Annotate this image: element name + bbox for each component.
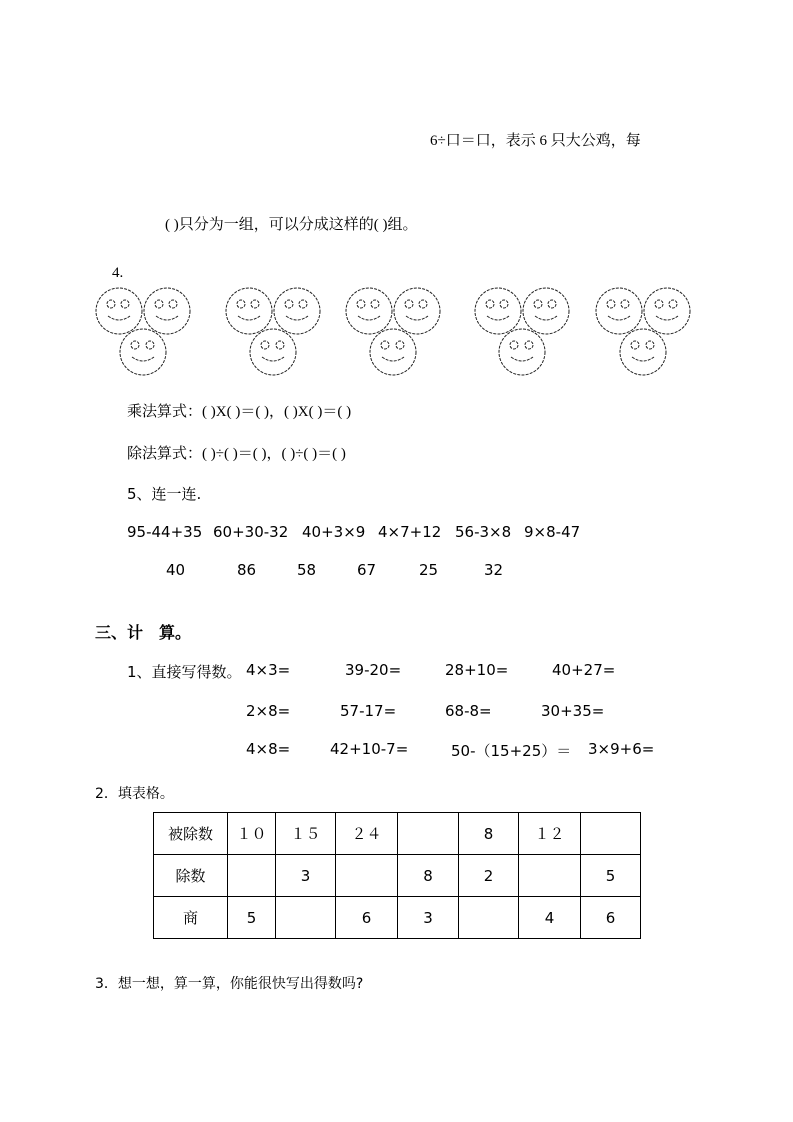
q5-title: 5、连一连. bbox=[127, 485, 202, 503]
answer: 58 bbox=[297, 561, 317, 579]
calc-item: 30+35= bbox=[541, 702, 605, 720]
expression: 95-44+35 bbox=[127, 523, 203, 541]
calc-item: 39-20= bbox=[345, 661, 402, 679]
smiley-group-icon bbox=[343, 286, 443, 382]
table-cell[interactable]: 4 bbox=[519, 897, 581, 939]
table-cell[interactable]: １５ bbox=[276, 813, 336, 855]
q3-line1: 6÷口＝口，表示 6 只大公鸡，每 bbox=[430, 133, 641, 149]
table-cell[interactable] bbox=[459, 897, 519, 939]
q4-label: 4. bbox=[112, 265, 124, 281]
answer: 40 bbox=[166, 561, 186, 579]
division-line: 除法算式：( )÷( )＝( )，( )÷( )＝( ) bbox=[127, 446, 346, 462]
table-cell[interactable]: ２４ bbox=[336, 813, 398, 855]
table-cell[interactable]: 2 bbox=[459, 855, 519, 897]
smiley-group-icon bbox=[93, 286, 193, 382]
smiley-faces-icon bbox=[223, 286, 323, 382]
table-row-divisor bbox=[154, 855, 641, 897]
table-cell[interactable]: １２ bbox=[519, 813, 581, 855]
table-cell[interactable] bbox=[336, 855, 398, 897]
smiley-group-icon bbox=[472, 286, 572, 382]
smiley-faces-icon bbox=[343, 286, 443, 382]
calc-item: 2×8= bbox=[246, 702, 291, 720]
table-cell[interactable] bbox=[581, 813, 641, 855]
answer: 86 bbox=[237, 561, 257, 579]
table-header-cell: 商 bbox=[154, 897, 228, 939]
table-cell[interactable] bbox=[398, 813, 459, 855]
part3-label: 3．想一想，算一算，你能很快写出得数吗? bbox=[95, 976, 364, 992]
table-header-cell: 除数 bbox=[154, 855, 228, 897]
table-cell[interactable]: 3 bbox=[398, 897, 459, 939]
table-cell[interactable]: 8 bbox=[398, 855, 459, 897]
smiley-group-icon bbox=[593, 286, 693, 382]
table-cell[interactable]: 3 bbox=[276, 855, 336, 897]
table-cell[interactable]: 5 bbox=[581, 855, 641, 897]
table-cell[interactable] bbox=[228, 855, 276, 897]
calc-item: 42+10-7= bbox=[330, 740, 409, 758]
smiley-faces-icon bbox=[93, 286, 193, 382]
calc-item: 28+10= bbox=[445, 661, 509, 679]
calc-item: 68-8= bbox=[445, 702, 492, 720]
table-header-cell: 被除数 bbox=[154, 813, 228, 855]
table-cell[interactable]: 6 bbox=[336, 897, 398, 939]
table-cell[interactable]: １０ bbox=[228, 813, 276, 855]
table-cell[interactable]: 8 bbox=[459, 813, 519, 855]
answer: 32 bbox=[484, 561, 504, 579]
calc-item: 57-17= bbox=[340, 702, 397, 720]
table-row-dividend bbox=[154, 813, 641, 855]
division-table bbox=[153, 812, 641, 939]
smiley-faces-icon bbox=[593, 286, 693, 382]
q3-line2: ( )只分为一组，可以分成这样的( )组。 bbox=[165, 217, 418, 233]
expression: 40+3×9 bbox=[302, 523, 366, 541]
expression: 9×8-47 bbox=[524, 523, 581, 541]
calc-item: 4×8= bbox=[246, 740, 291, 758]
table-cell[interactable]: 5 bbox=[228, 897, 276, 939]
part2-label: 2．填表格。 bbox=[95, 786, 174, 802]
section3-heading: 三、计 算。 bbox=[95, 623, 192, 642]
smiley-faces-icon bbox=[472, 286, 572, 382]
expression: 4×7+12 bbox=[378, 523, 442, 541]
smiley-group-icon bbox=[223, 286, 323, 382]
table-row-quotient bbox=[154, 897, 641, 939]
calc-item: 50-（15+25）＝ bbox=[451, 742, 572, 760]
smiley-face-groups bbox=[93, 286, 713, 382]
table-cell[interactable] bbox=[519, 855, 581, 897]
expression: 56-3×8 bbox=[455, 523, 512, 541]
calc-item: 4×3= bbox=[246, 661, 291, 679]
part1-label: 1、直接写得数。 bbox=[127, 663, 242, 681]
answer: 67 bbox=[357, 561, 377, 579]
multiplication-line: 乘法算式：( )X( )＝( )，( )X( )＝( ) bbox=[127, 404, 352, 420]
expression: 60+30-32 bbox=[213, 523, 289, 541]
table-cell[interactable]: 6 bbox=[581, 897, 641, 939]
calc-item: 40+27= bbox=[552, 661, 616, 679]
answer: 25 bbox=[419, 561, 439, 579]
table-cell[interactable] bbox=[276, 897, 336, 939]
calc-item: 3×9+6= bbox=[588, 740, 655, 758]
